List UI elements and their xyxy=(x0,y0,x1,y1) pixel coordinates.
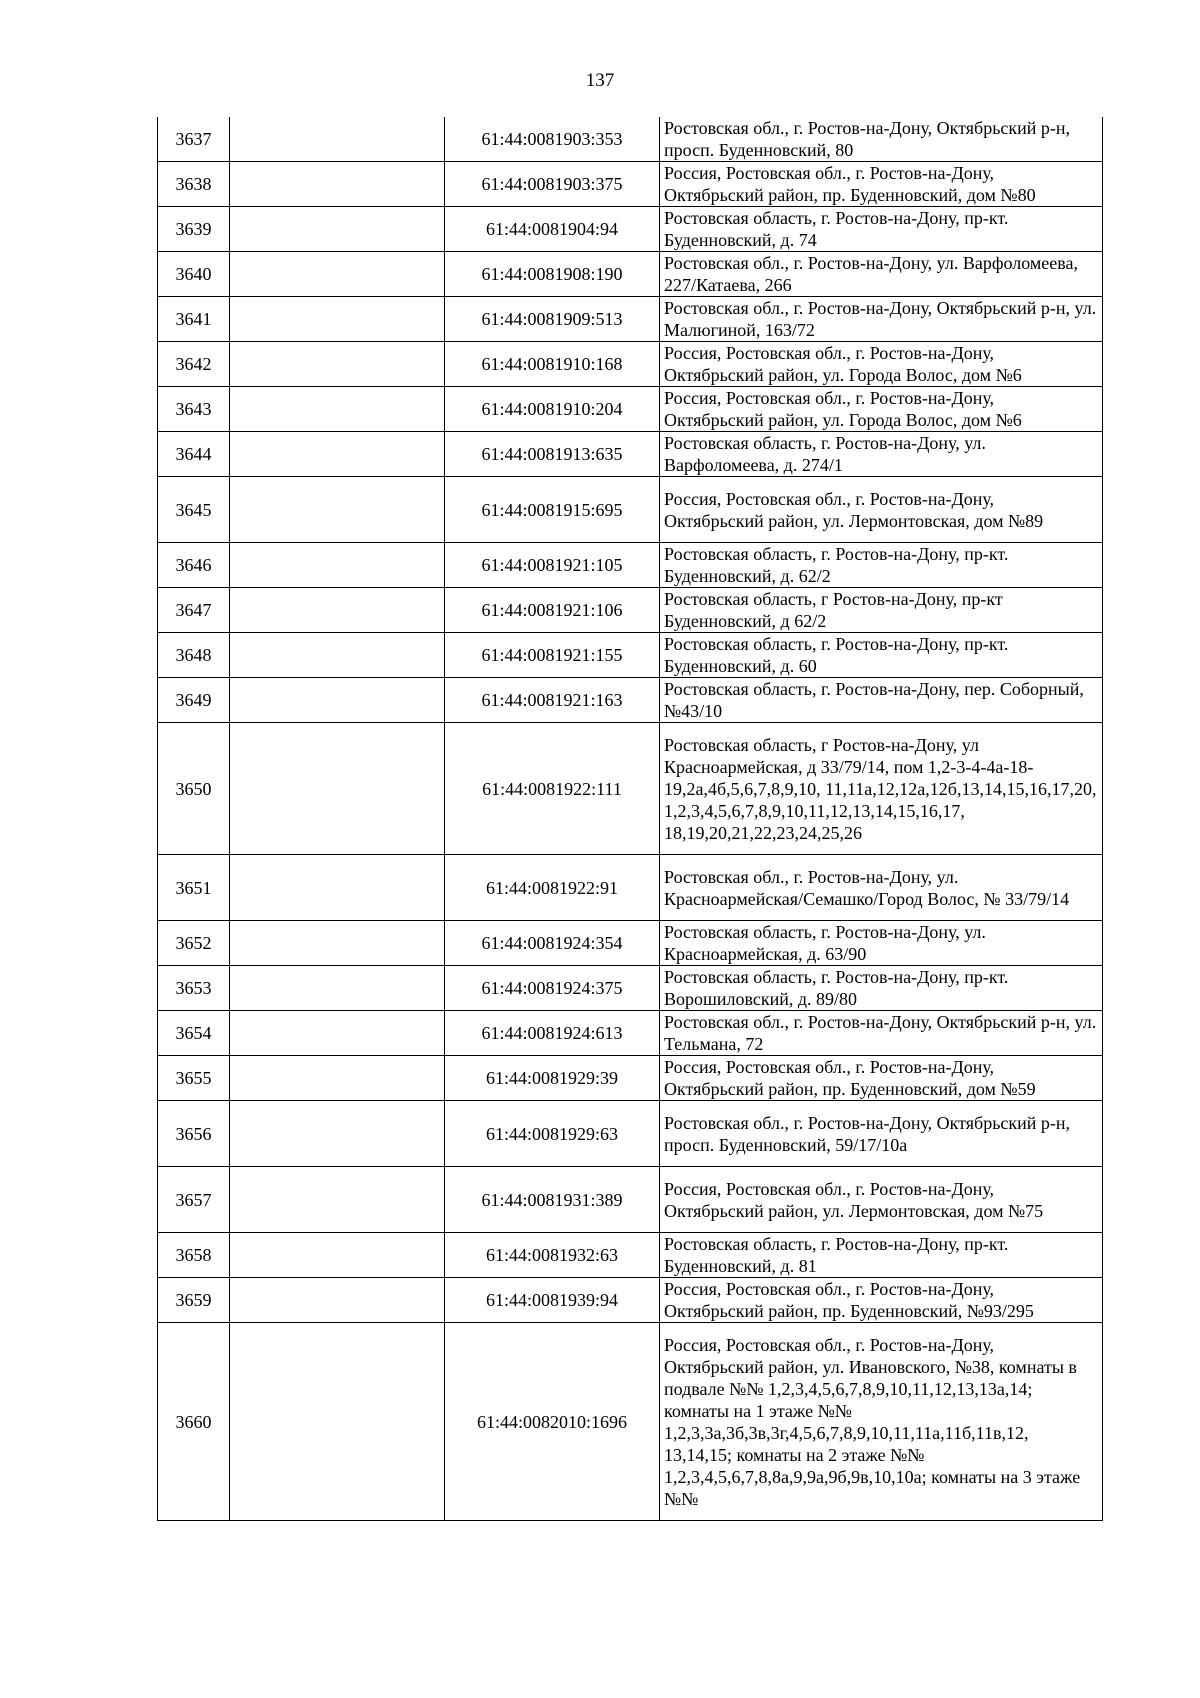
table-row xyxy=(158,117,1103,162)
table-row xyxy=(158,207,1103,252)
address: Россия, Ростовская обл., г. Ростов-на-Дону, Октябрьский район, пр. Буденновский, дом №80 xyxy=(660,162,1103,207)
table-row xyxy=(158,387,1103,432)
address: Ростовская область, г. Ростов-на-Дону, пер. Соборный, №43/10 xyxy=(660,678,1103,723)
row-empty-cell xyxy=(230,543,445,588)
cadastral-number: 61:44:0081939:94 xyxy=(445,1278,660,1323)
row-number: 3646 xyxy=(158,543,230,588)
row-number: 3639 xyxy=(158,207,230,252)
row-number: 3652 xyxy=(158,921,230,966)
address: Ростовская обл., г. Ростов-на-Дону, Октябрьский р-н, просп. Буденновский, 59/17/10а xyxy=(660,1101,1103,1167)
registry-table xyxy=(157,117,1103,1521)
address: Россия, Ростовская обл., г. Ростов-на-Дону, Октябрьский район, ул. Города Волос, дом №6 xyxy=(660,342,1103,387)
cadastral-number: 61:44:0081915:695 xyxy=(445,477,660,543)
row-empty-cell xyxy=(230,921,445,966)
row-number: 3660 xyxy=(158,1323,230,1521)
table-row xyxy=(158,1056,1103,1101)
address: Ростовская область, г Ростов-на-Дону, ул Красноармейская, д 33/79/14, пом 1,2-3-4-4а-18-19,2а,4б,5,6,7,8,9,10, 11,11а,12,12а,12б,13,14,15,16,17,20, 1,2,3,4,5,6,7,8,9,10,11,12,13,14,15,16,17, 18,19,20,21,22,23,24,25,26 xyxy=(660,723,1103,855)
row-number: 3642 xyxy=(158,342,230,387)
row-empty-cell xyxy=(230,297,445,342)
address: Россия, Ростовская обл., г. Ростов-на-Дону, Октябрьский район, ул. Лермонтовская, дом №89 xyxy=(660,477,1103,543)
address: Ростовская область, г. Ростов-на-Дону, ул. Красноармейская, д. 63/90 xyxy=(660,921,1103,966)
row-empty-cell xyxy=(230,1167,445,1233)
cadastral-number: 61:44:0081908:190 xyxy=(445,252,660,297)
table-row xyxy=(158,588,1103,633)
row-empty-cell xyxy=(230,1323,445,1521)
table-row xyxy=(158,678,1103,723)
cadastral-number: 61:44:0081922:91 xyxy=(445,855,660,921)
cadastral-number: 61:44:0081924:354 xyxy=(445,921,660,966)
address: Россия, Ростовская обл., г. Ростов-на-Дону, Октябрьский район, ул. Лермонтовская, дом №75 xyxy=(660,1167,1103,1233)
row-number: 3651 xyxy=(158,855,230,921)
cadastral-number: 61:44:0081921:163 xyxy=(445,678,660,723)
row-number: 3655 xyxy=(158,1056,230,1101)
row-empty-cell xyxy=(230,117,445,162)
row-empty-cell xyxy=(230,1278,445,1323)
row-empty-cell xyxy=(230,1056,445,1101)
row-number: 3641 xyxy=(158,297,230,342)
row-empty-cell xyxy=(230,588,445,633)
row-number: 3657 xyxy=(158,1167,230,1233)
row-empty-cell xyxy=(230,723,445,855)
table-row xyxy=(158,1167,1103,1233)
address: Ростовская область, г Ростов-на-Дону, пр-кт Буденновский, д 62/2 xyxy=(660,588,1103,633)
row-empty-cell xyxy=(230,1101,445,1167)
row-number: 3645 xyxy=(158,477,230,543)
table-row xyxy=(158,1101,1103,1167)
row-empty-cell xyxy=(230,387,445,432)
address: Ростовская область, г. Ростов-на-Дону, пр-кт. Буденновский, д. 74 xyxy=(660,207,1103,252)
table-row xyxy=(158,1278,1103,1323)
table-row xyxy=(158,1323,1103,1521)
address: Россия, Ростовская обл., г. Ростов-на-Дону, Октябрьский район, ул. Города Волос, дом №6 xyxy=(660,387,1103,432)
cadastral-number: 61:44:0081903:353 xyxy=(445,117,660,162)
address: Ростовская обл., г. Ростов-на-Дону, Октябрьский р-н, ул. Малюгиной, 163/72 xyxy=(660,297,1103,342)
cadastral-number: 61:44:0081909:513 xyxy=(445,297,660,342)
address: Ростовская обл., г. Ростов-на-Дону, ул. Красноармейская/Семашко/Город Волос, № 33/79/14 xyxy=(660,855,1103,921)
address: Ростовская область, г. Ростов-на-Дону, пр-кт. Буденновский, д. 60 xyxy=(660,633,1103,678)
table-row xyxy=(158,342,1103,387)
row-number: 3656 xyxy=(158,1101,230,1167)
cadastral-number: 61:44:0081929:63 xyxy=(445,1101,660,1167)
row-number: 3649 xyxy=(158,678,230,723)
cadastral-number: 61:44:0081913:635 xyxy=(445,432,660,477)
row-number: 3647 xyxy=(158,588,230,633)
row-number: 3654 xyxy=(158,1011,230,1056)
row-number: 3650 xyxy=(158,723,230,855)
row-number: 3640 xyxy=(158,252,230,297)
table-row xyxy=(158,966,1103,1011)
row-empty-cell xyxy=(230,162,445,207)
row-empty-cell xyxy=(230,477,445,543)
row-empty-cell xyxy=(230,633,445,678)
table-row xyxy=(158,162,1103,207)
row-number: 3658 xyxy=(158,1233,230,1278)
table-row xyxy=(158,432,1103,477)
address: Россия, Ростовская обл., г. Ростов-на-Дону, Октябрьский район, пр. Буденновский, №93/295 xyxy=(660,1278,1103,1323)
row-empty-cell xyxy=(230,678,445,723)
address: Ростовская обл., г. Ростов-на-Дону, Октябрьский р-н, ул. Тельмана, 72 xyxy=(660,1011,1103,1056)
table-row xyxy=(158,1011,1103,1056)
cadastral-number: 61:44:0081924:375 xyxy=(445,966,660,1011)
address: Ростовская область, г. Ростов-на-Дону, ул. Варфоломеева, д. 274/1 xyxy=(660,432,1103,477)
address: Ростовская область, г. Ростов-на-Дону, пр-кт. Буденновский, д. 81 xyxy=(660,1233,1103,1278)
table-row xyxy=(158,633,1103,678)
row-number: 3638 xyxy=(158,162,230,207)
row-number: 3644 xyxy=(158,432,230,477)
cadastral-number: 61:44:0081910:204 xyxy=(445,387,660,432)
cadastral-number: 61:44:0081932:63 xyxy=(445,1233,660,1278)
cadastral-number: 61:44:0081921:105 xyxy=(445,543,660,588)
cadastral-number: 61:44:0081904:94 xyxy=(445,207,660,252)
cadastral-number: 61:44:0081921:155 xyxy=(445,633,660,678)
cadastral-number: 61:44:0082010:1696 xyxy=(445,1323,660,1521)
address: Ростовская обл., г. Ростов-на-Дону, ул. Варфоломеева, 227/Катаева, 266 xyxy=(660,252,1103,297)
address: Россия, Ростовская обл., г. Ростов-на-Дону, Октябрьский район, ул. Ивановского, №38, комнаты в подвале №№ 1,2,3,4,5,6,7,8,9,10,11,12,13,13а,14; комнаты на 1 этаже №№ 1,2,3,3а,3б,3в,3г,4,5,6,7,8,9,10,11,11а,11б,11в,12, 13,14,15; комнаты на 2 этаже №№ 1,2,3,4,5,6,7,8,8а,9,9а,9б,9в,10,10а; комнаты на 3 этаже №№ xyxy=(660,1323,1103,1521)
address: Ростовская область, г. Ростов-на-Дону, пр-кт. Ворошиловский, д. 89/80 xyxy=(660,966,1103,1011)
row-empty-cell xyxy=(230,855,445,921)
cadastral-number: 61:44:0081903:375 xyxy=(445,162,660,207)
cadastral-number: 61:44:0081931:389 xyxy=(445,1167,660,1233)
cadastral-number: 61:44:0081929:39 xyxy=(445,1056,660,1101)
row-empty-cell xyxy=(230,432,445,477)
cadastral-number: 61:44:0081924:613 xyxy=(445,1011,660,1056)
row-empty-cell xyxy=(230,966,445,1011)
table-row xyxy=(158,477,1103,543)
address: Россия, Ростовская обл., г. Ростов-на-Дону, Октябрьский район, пр. Буденновский, дом №59 xyxy=(660,1056,1103,1101)
row-number: 3643 xyxy=(158,387,230,432)
table-row xyxy=(158,1233,1103,1278)
cadastral-number: 61:44:0081910:168 xyxy=(445,342,660,387)
row-number: 3659 xyxy=(158,1278,230,1323)
table-row xyxy=(158,252,1103,297)
cadastral-number: 61:44:0081921:106 xyxy=(445,588,660,633)
row-empty-cell xyxy=(230,1233,445,1278)
table-row xyxy=(158,297,1103,342)
table-row xyxy=(158,723,1103,855)
row-empty-cell xyxy=(230,1011,445,1056)
row-empty-cell xyxy=(230,207,445,252)
page-number: 137 xyxy=(585,70,615,91)
row-number: 3637 xyxy=(158,117,230,162)
table-row xyxy=(158,855,1103,921)
row-empty-cell xyxy=(230,252,445,297)
row-number: 3653 xyxy=(158,966,230,1011)
registry-table-body xyxy=(158,117,1103,1521)
table-row xyxy=(158,921,1103,966)
row-empty-cell xyxy=(230,342,445,387)
table-row xyxy=(158,543,1103,588)
address: Ростовская область, г. Ростов-на-Дону, пр-кт. Буденновский, д. 62/2 xyxy=(660,543,1103,588)
address: Ростовская обл., г. Ростов-на-Дону, Октябрьский р-н, просп. Буденновский, 80 xyxy=(660,117,1103,162)
row-number: 3648 xyxy=(158,633,230,678)
cadastral-number: 61:44:0081922:111 xyxy=(445,723,660,855)
